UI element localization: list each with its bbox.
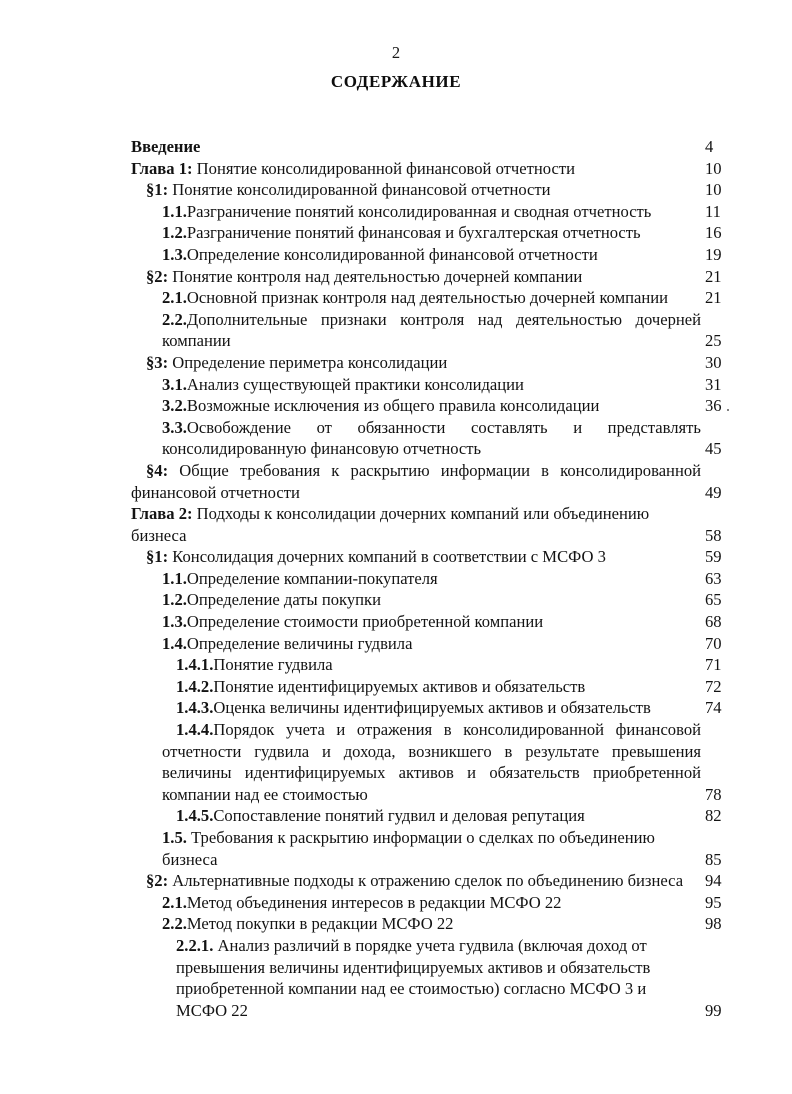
toc-entry[interactable] — [131, 633, 751, 655]
toc-entry-number-label: Введение — [131, 137, 201, 156]
toc-entry-title: Понятие идентифицируемых активов и обязательств — [213, 676, 586, 696]
toc-entry[interactable] — [131, 179, 751, 201]
toc-entry-number-label: §1: — [146, 180, 169, 200]
toc-entry-title: Метод покупки в редакции МСФО 22 — [186, 914, 454, 934]
toc-entry-text — [131, 460, 701, 503]
toc-entry-number-label: 1.2. — [162, 223, 187, 243]
toc-entry-page-number: 19 — [705, 244, 722, 264]
toc-entry-title: Определение стоимости приобретенной компании — [186, 612, 544, 632]
table-of-contents — [131, 136, 751, 1021]
toc-entry[interactable] — [131, 287, 751, 309]
toc-entry-text — [162, 568, 701, 590]
toc-entry-page-number: 85 — [705, 849, 722, 869]
toc-entry-text — [162, 287, 701, 309]
scan-artifact-dot — [727, 409, 729, 411]
toc-entry-page-number: 10 — [705, 158, 722, 178]
toc-entry-title: Консолидация дочерних компаний в соответствии с МСФО 3 — [168, 547, 606, 567]
toc-entry-page-number: 72 — [705, 676, 722, 696]
toc-entry-title: Освобождение от обязанности составлять и представлять консолидированную финансовую отчетность — [162, 417, 701, 459]
toc-entry-text — [162, 611, 701, 633]
toc-entry-text — [162, 892, 701, 914]
toc-entry-page-number: 82 — [705, 806, 722, 826]
toc-entry-page-number: 36 — [705, 396, 722, 416]
toc-entry-text — [162, 654, 701, 676]
toc-entry-number-label: 1.4.2. — [176, 676, 214, 696]
toc-entry-title: Метод объединения интересов в редакции МСФО 22 — [186, 892, 562, 912]
toc-entry-title: Определение даты покупки — [186, 590, 381, 610]
toc-entry-page-number: 11 — [705, 201, 721, 221]
page-folio-number: 2 — [391, 43, 401, 62]
toc-entry-page-number: 45 — [705, 439, 722, 459]
toc-entry-text — [131, 503, 701, 546]
toc-entry-title: Разграничение понятий финансовая и бухгалтерская отчетность — [186, 223, 641, 243]
toc-entry-page-number: 21 — [705, 266, 722, 286]
toc-entry-text — [131, 546, 701, 568]
toc-entry-number-label: 1.4. — [162, 633, 187, 653]
toc-entry-text — [162, 417, 701, 460]
toc-entry-page-number: 25 — [705, 331, 722, 351]
toc-entry-page-number: 49 — [705, 482, 722, 502]
toc-entry-number-label: 1.4.4. — [176, 720, 214, 740]
toc-entry-title: Анализ существующей практики консолидации — [186, 374, 524, 394]
toc-entry-number-label: 1.4.5. — [176, 806, 214, 826]
toc-entry[interactable] — [131, 244, 751, 266]
toc-entry-title: Определение компании-покупателя — [186, 568, 438, 588]
toc-entry-title: Требования к раскрытию информации о сделках по объединению бизнеса — [162, 828, 655, 869]
toc-entry[interactable] — [131, 935, 751, 1021]
toc-entry-title: Понятие контроля над деятельностью дочерней компании — [168, 266, 583, 286]
toc-entry-text — [131, 158, 701, 180]
toc-entry-text — [162, 309, 701, 352]
toc-entry-title: Основной признак контроля над деятельностью дочерней компании — [186, 288, 669, 308]
toc-entry-number-label: 2.2. — [162, 914, 187, 934]
toc-entry-page-number: 58 — [705, 525, 722, 545]
toc-entry-number-label: §1: — [146, 547, 169, 567]
toc-entry-text — [131, 266, 701, 288]
toc-entry-text — [162, 719, 701, 805]
toc-entry-number-label: 2.2. — [162, 309, 187, 329]
toc-entry-text — [162, 589, 701, 611]
toc-entry-number-label: §2: — [146, 871, 169, 891]
toc-entry-page-number: 94 — [705, 871, 722, 891]
toc-entry-title: Оценка величины идентифицируемых активов и обязательств — [213, 698, 651, 718]
toc-entry-text — [162, 374, 701, 396]
page-title: СОДЕРЖАНИЕ — [330, 72, 462, 91]
toc-entry-number-label: Глава 2: — [131, 504, 193, 524]
toc-entry-title: Разграничение понятий консолидированная и сводная отчетность — [186, 201, 652, 221]
toc-entry-number-label: §4: — [146, 460, 169, 480]
toc-entry-page-number: 59 — [705, 547, 722, 567]
toc-entry-number-label: §2: — [146, 266, 169, 286]
toc-entry-page-number: 70 — [705, 633, 722, 653]
toc-entry-number-label: 1.3. — [162, 244, 187, 264]
toc-entry[interactable] — [131, 201, 751, 223]
toc-entry-page-number: 31 — [705, 374, 722, 394]
toc-entry-page-number: 65 — [705, 590, 722, 610]
toc-entry-page-number: 68 — [705, 612, 722, 632]
toc-entry-title: Дополнительные признаки контроля над деятельностью дочерней компании — [162, 309, 701, 351]
toc-entry[interactable] — [131, 222, 751, 244]
toc-entry-text — [162, 222, 701, 244]
toc-entry[interactable] — [131, 870, 751, 892]
toc-entry-number-label: 3.1. — [162, 374, 187, 394]
toc-entry-title: Порядок учета и отражения в консолидированной финансовой отчетности гудвила и дохода, возникшего в результате превышения величины идентифицируемых активов и обязательств приобретенной компании над ее стоимостью — [162, 720, 701, 804]
toc-entry-page-number: 21 — [705, 288, 722, 308]
toc-entry-text — [162, 676, 701, 698]
toc-entry-number-label: 2.1. — [162, 892, 187, 912]
toc-entry-number-label: 2.1. — [162, 288, 187, 308]
toc-entry[interactable] — [131, 913, 751, 935]
toc-entry[interactable] — [131, 676, 751, 698]
toc-entry-title: Понятие консолидированной финансовой отчетности — [168, 180, 551, 200]
toc-entry-number-label: 1.4.3. — [176, 698, 214, 718]
toc-entry[interactable] — [131, 158, 751, 180]
toc-entry-text — [162, 697, 701, 719]
toc-entry-text — [162, 805, 701, 827]
toc-entry[interactable] — [131, 805, 751, 827]
toc-entry-text — [131, 179, 701, 201]
toc-entry-page-number: 63 — [705, 568, 722, 588]
toc-entry[interactable] — [131, 827, 751, 870]
toc-entry-page-number: 78 — [705, 784, 722, 804]
toc-entry-title: Определение периметра консолидации — [168, 352, 448, 372]
toc-entry-text — [131, 352, 701, 374]
toc-entry[interactable] — [131, 546, 751, 568]
toc-entry[interactable] — [131, 352, 751, 374]
toc-entry-title: Определение величины гудвила — [186, 633, 413, 653]
toc-entry-text — [162, 913, 701, 935]
toc-entry-page-number: 10 — [705, 180, 722, 200]
toc-entry-text — [176, 935, 701, 1021]
toc-entry[interactable] — [131, 395, 751, 417]
toc-entry[interactable] — [131, 417, 751, 460]
toc-entry-title: Подходы к консолидации дочерних компаний или объединению бизнеса — [131, 504, 650, 545]
toc-entry-title: Альтернативные подходы к отражению сделок по объединению бизнеса — [168, 871, 684, 891]
toc-entry-title: Определение консолидированной финансовой отчетности — [186, 244, 598, 264]
toc-entry-page-number: 74 — [705, 698, 722, 718]
toc-entry[interactable] — [131, 719, 751, 805]
toc-entry[interactable] — [131, 611, 751, 633]
toc-entry-number-label: §3: — [146, 352, 169, 372]
toc-entry-text — [162, 244, 701, 266]
toc-entry-title: Возможные исключения из общего правила консолидации — [186, 396, 600, 416]
toc-entry-number-label: 1.3. — [162, 612, 187, 632]
toc-entry[interactable] — [131, 697, 751, 719]
toc-entry[interactable] — [131, 136, 751, 158]
toc-entry-text — [131, 136, 701, 158]
toc-entry-text — [162, 395, 701, 417]
toc-entry-page-number: 95 — [705, 892, 722, 912]
toc-entry-text — [162, 201, 701, 223]
toc-entry-text — [131, 870, 701, 892]
toc-entry-number-label: 3.2. — [162, 396, 187, 416]
toc-entry[interactable] — [131, 589, 751, 611]
toc-entry-number-label: 2.2.1. — [176, 935, 214, 955]
toc-entry-title: Понятие гудвила — [213, 655, 333, 675]
toc-entry-title: Анализ различий в порядке учета гудвила (включая доход от превышения величины идентифицируемых активов и обязательств приобретенной компании над ее стоимостью) согласно МСФО 3 и МСФО 22 — [176, 935, 651, 1020]
toc-entry-text — [162, 633, 701, 655]
toc-entry[interactable] — [131, 266, 751, 288]
toc-entry[interactable] — [131, 503, 751, 546]
toc-entry-number-label: 3.3. — [162, 417, 187, 437]
toc-entry-number-label: 1.5. — [162, 828, 187, 847]
toc-entry-text — [162, 827, 701, 870]
toc-entry-page-number: 71 — [705, 655, 722, 675]
toc-entry[interactable] — [131, 892, 751, 914]
toc-entry-page-number: 16 — [705, 223, 722, 243]
toc-entry-title: Понятие консолидированной финансовой отчетности — [192, 158, 575, 178]
toc-entry[interactable] — [131, 309, 751, 352]
toc-entry-page-number: 30 — [705, 352, 722, 372]
toc-entry-title: Общие требования к раскрытию информации в консолидированной финансовой отчетности — [131, 460, 701, 502]
toc-entry[interactable] — [131, 374, 751, 396]
toc-entry-page-number: 4 — [705, 137, 714, 156]
toc-entry-number-label: 1.4.1. — [176, 655, 214, 675]
toc-entry[interactable] — [131, 654, 751, 676]
toc-entry[interactable] — [131, 460, 751, 503]
toc-entry[interactable] — [131, 568, 751, 590]
toc-entry-number-label: 1.1. — [162, 201, 187, 221]
toc-entry-number-label: Глава 1: — [131, 158, 193, 178]
toc-entry-page-number: 99 — [705, 1000, 722, 1020]
toc-entry-number-label: 1.2. — [162, 590, 187, 610]
toc-entry-page-number: 98 — [705, 914, 722, 934]
toc-entry-number-label: 1.1. — [162, 568, 187, 588]
toc-entry-title: Сопоставление понятий гудвил и деловая репутация — [213, 806, 585, 826]
